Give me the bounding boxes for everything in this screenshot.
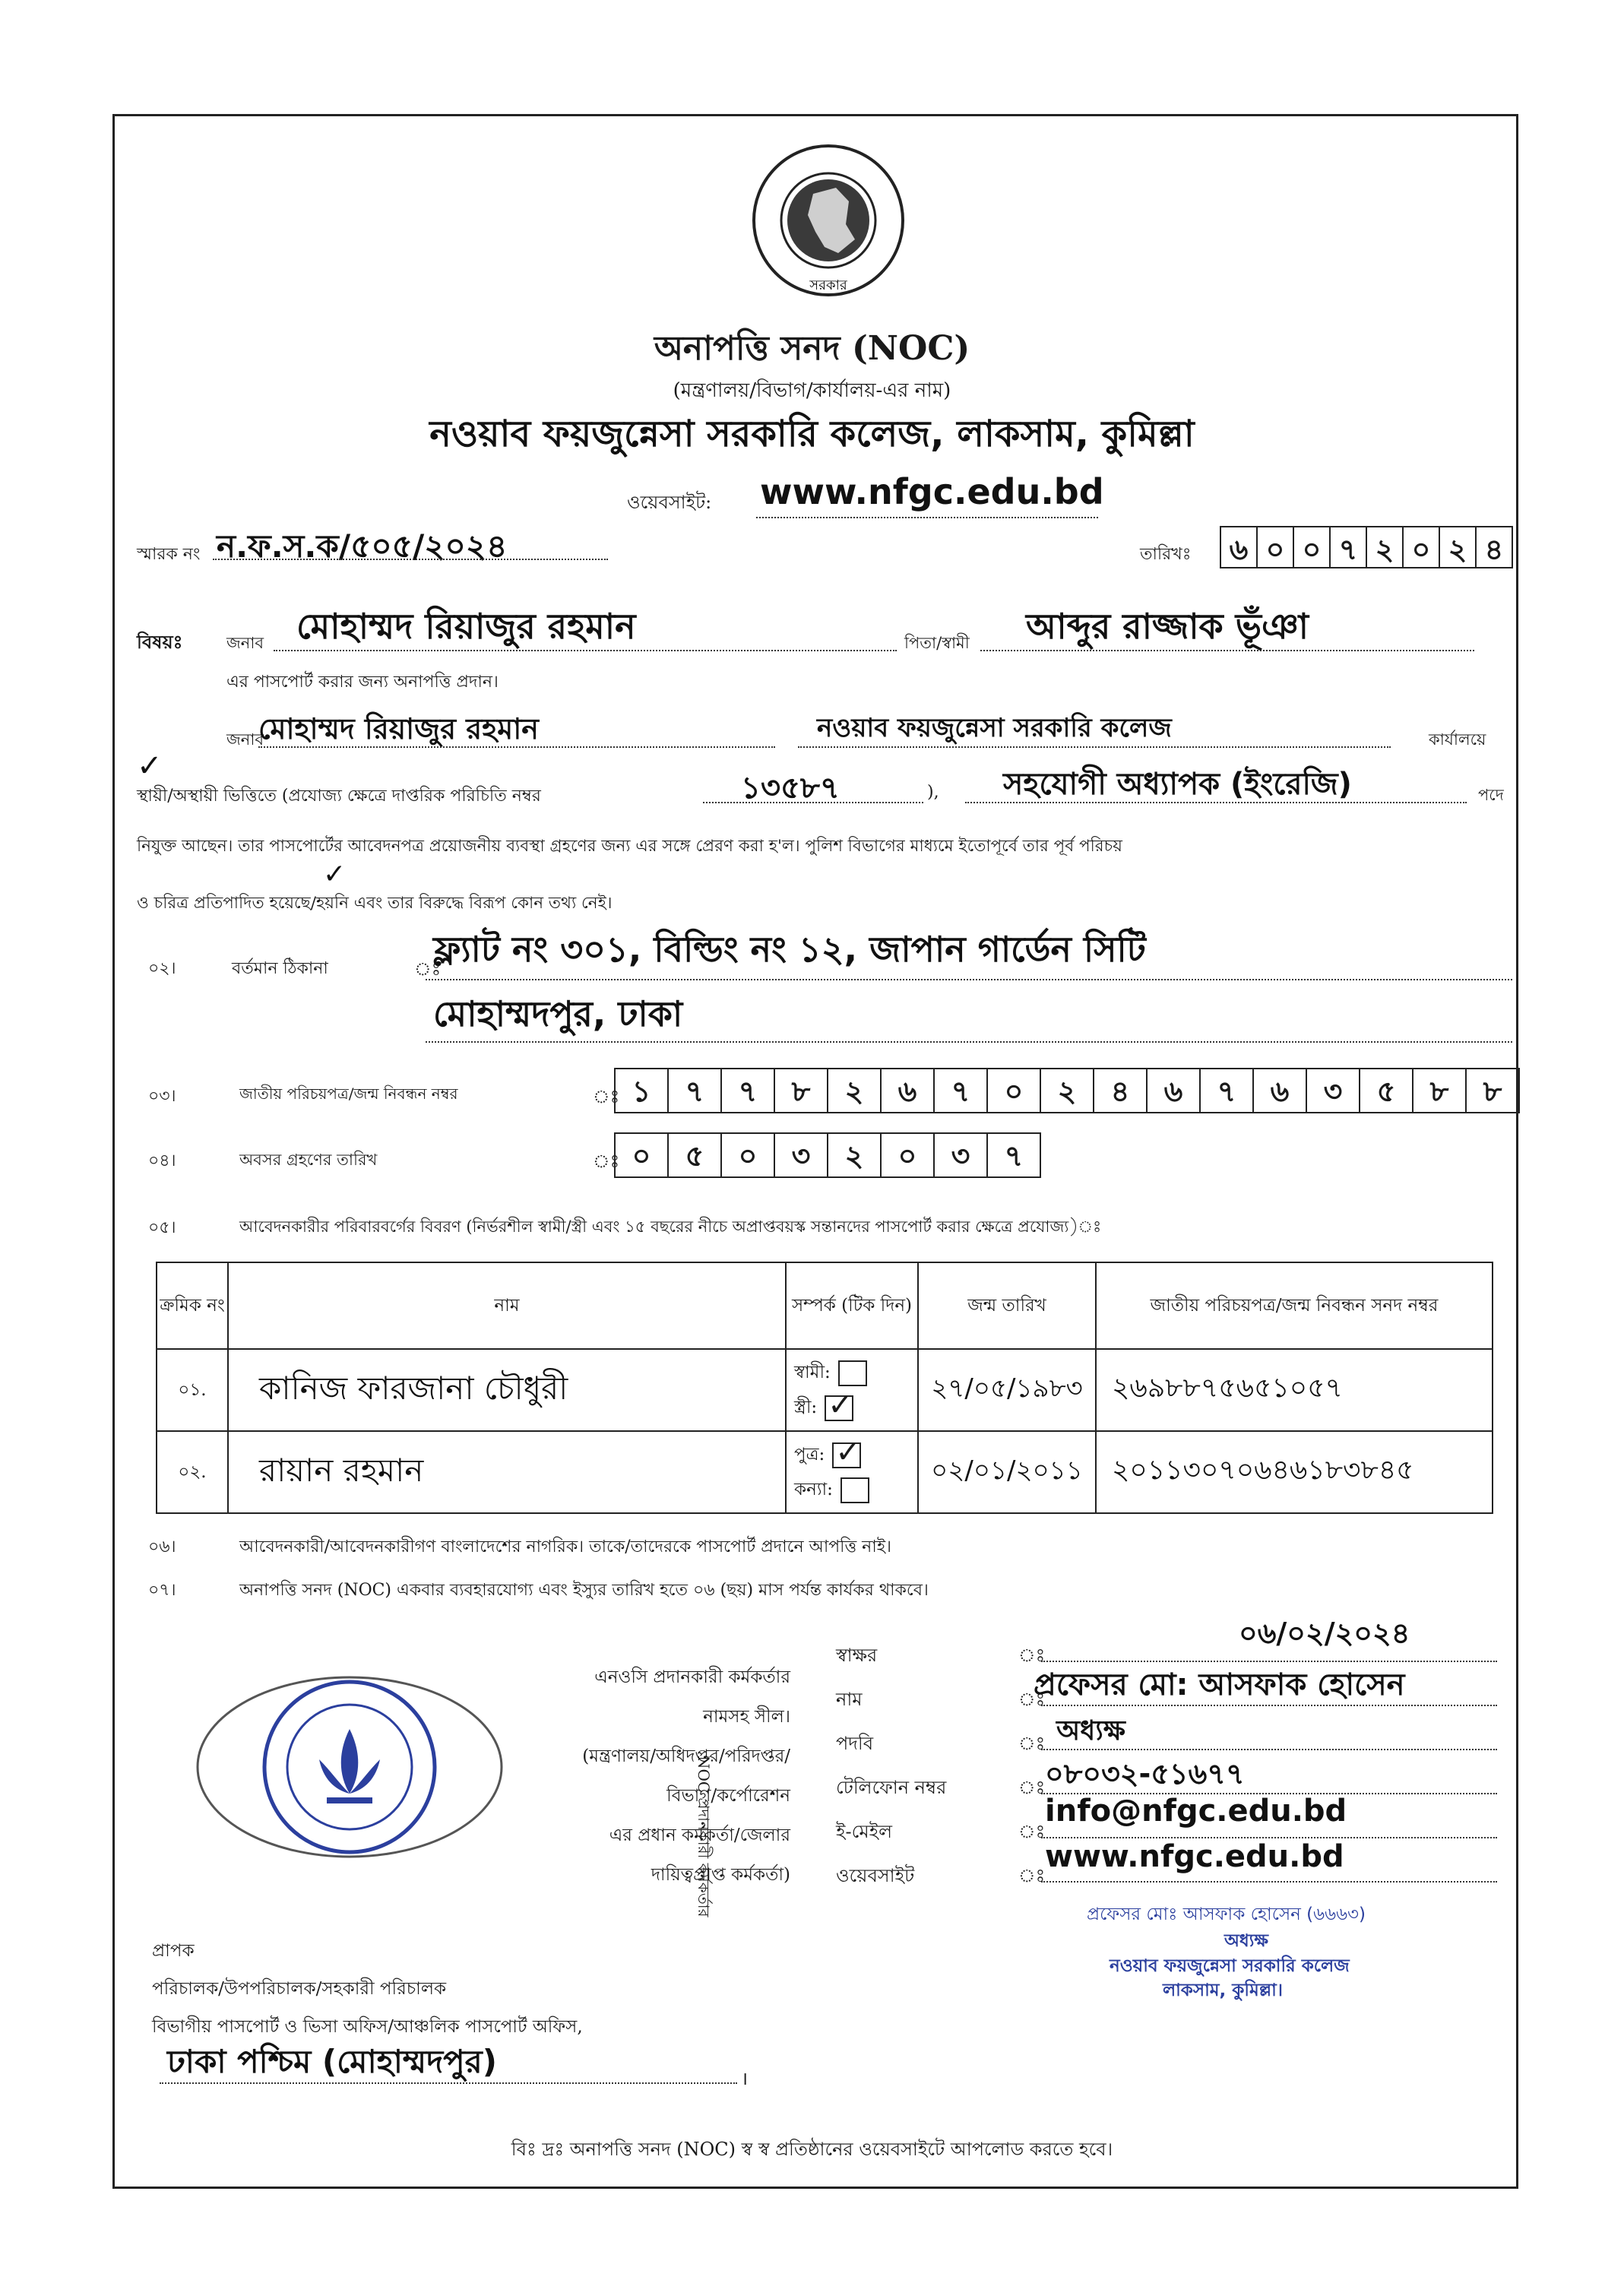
row-name: কানিজ ফারজানা চৌধুরী	[228, 1349, 786, 1431]
signature-label: স্বাক্ষর	[836, 1645, 878, 1666]
relation-husband-label: স্বামী:	[794, 1363, 831, 1382]
present-address-line2: মোহাম্মদপুর, ঢাকা	[433, 993, 683, 1034]
email-label: ই-মেইল	[836, 1821, 893, 1842]
item-03-colon: ঃ	[593, 1086, 620, 1107]
institution-name: নওয়াব ফয়জুন্নেসা সরকারি কলেজ, লাকসাম, কুমিল্লা	[429, 413, 1195, 455]
checkmark-icon: ✓	[835, 1435, 861, 1470]
officer-left-line4: বিভাগ/কর্পোরেশন	[666, 1786, 790, 1806]
item-05-label: আবেদনকারীর পরিবারবর্গের বিবরণ (নির্ভরশীল স্বামী/স্ত্রী এবং ১৫ বছরের নীচে অপ্রাপ্তবয়স্ক সন্তানদের পাসপোর্ট করার ক্ষেত্রে প্রযোজ্য)ঃ	[239, 1218, 1102, 1236]
row-dob: ০২/০১/২০১১	[918, 1431, 1096, 1513]
verified-tick-icon: ✓	[323, 859, 347, 890]
date-label: তারিখঃ	[1140, 545, 1192, 564]
permanency-text: স্থায়ী/অস্থায়ী ভিত্তিতে (প্রযোজ্য ক্ষেত্রে দাপ্তরিক পরিচিতি নম্বর	[137, 787, 541, 806]
son-checkbox[interactable]	[832, 1435, 861, 1470]
table-header-row	[157, 1262, 1493, 1349]
government-seal-icon	[749, 141, 908, 300]
item-05-number: ০৫।	[148, 1218, 176, 1237]
signature-date: ০৬/০২/২০২৪	[1239, 1617, 1410, 1650]
present-address-line1: ফ্ল্যাট নং ৩০১, বিল্ডিং নং ১২, জাপান গার্ডেন সিটি	[433, 929, 1146, 970]
row-dob: ২৭/০৫/১৯৮৩	[918, 1349, 1096, 1431]
designation-suffix: পদে	[1478, 786, 1504, 804]
row-serial: ০২.	[157, 1431, 228, 1513]
header-serial: ক্রমিক নং	[157, 1262, 228, 1349]
wife-checkbox[interactable]	[825, 1388, 853, 1423]
family-table	[156, 1262, 1493, 1514]
officer-left-line3: (মন্ত্রণালয়/অধিদপ্তর/পরিদপ্তর/	[582, 1746, 790, 1766]
officer-stamp-line1: প্রফেসর মোঃ আসফাক হোসেন (৬৬৬৩)	[1087, 1905, 1366, 1924]
item-04-colon: ঃ	[593, 1151, 620, 1172]
row-nid: ২৬৯৮৮৭৫৬৫১০৫৭	[1096, 1349, 1493, 1431]
officer-email: info@nfgc.edu.bd	[1045, 1794, 1347, 1829]
item-02-number: ০২।	[148, 959, 176, 978]
seal-bottom-text: সরকার	[809, 277, 847, 293]
item-04-number: ০৪।	[148, 1151, 176, 1170]
daughter-checkbox[interactable]	[840, 1477, 869, 1503]
designation-colon: ঃ	[1018, 1733, 1046, 1754]
husband-checkbox[interactable]	[838, 1360, 867, 1386]
item-03-number: ০৩।	[148, 1087, 176, 1106]
subject-applicant-name: মোহাম্মদ রিয়াজুর রহমান	[296, 606, 636, 647]
website-value: www.nfgc.edu.bd	[760, 471, 1104, 512]
document-title: অনাপত্তি সনদ (NOC)	[654, 329, 970, 368]
nid-number-boxes: ১ ৭ ৭ ৮ ২ ৬ ৭ ০ ২ ৪ ৬ ৭ ৬ ৩ ৫ ৮ ৮	[614, 1068, 1520, 1113]
body-office-name: নওয়াব ফয়জুন্নেসা সরকারি কলেজ	[817, 713, 1172, 743]
officer-designation: অধ্যক্ষ	[1056, 1715, 1125, 1746]
name-label: নাম	[836, 1689, 863, 1710]
telephone-label: টেলিফোন নম্বর	[836, 1777, 947, 1798]
row-serial: ০১.	[157, 1349, 228, 1431]
row-nid: ২০১১৩০৭০৬৪৬১৮৩৮৪৫	[1096, 1431, 1493, 1513]
officer-left-line5: এর প্রধান কর্মকর্তা/জেলার	[609, 1826, 790, 1845]
recipient-office: ঢাকা পশ্চিম (মোহাম্মদপুর)	[167, 2043, 497, 2080]
subject-line2: এর পাসপোর্ট করার জন্য অনাপত্তি প্রদান।	[226, 673, 499, 692]
item-04-label: অবসর গ্রহণের তারিখ	[239, 1151, 378, 1169]
email-colon: ঃ	[1018, 1821, 1046, 1842]
checkmark-icon: ✓	[828, 1388, 853, 1423]
name-colon: ঃ	[1018, 1689, 1046, 1710]
issue-date-boxes: ৬ ০ ০ ৭ ২ ০ ২ ৪	[1220, 526, 1513, 568]
footer-note: বিঃ দ্রঃ অনাপত্তি সনদ (NOC) স্ব স্ব প্রতিষ্ঠানের ওয়েবসাইটে আপলোড করতে হবে।	[511, 2139, 1113, 2160]
officer-vertical-label: NOC প্রদানকারী কর্মকর্তার	[695, 1756, 713, 1917]
officer-stamp-line4: লাকসাম, কুমিল্লা।	[1163, 1981, 1283, 2000]
header-name: নাম	[228, 1262, 786, 1349]
body-paragraph-1: নিযুক্ত আছেন। তার পাসপোর্টের আবেদনপত্র প্রয়োজনীয় ব্যবস্থা গ্রহণের জন্য এর সঙ্গে প্রেরণ করা হ'ল। পুলিশ বিভাগের মাধ্যমে ইতোপূর্বে তার পূর্ব পরিচয়	[137, 837, 1122, 856]
note-06-number: ০৬।	[148, 1537, 176, 1556]
officer-name: প্রফেসর মো: আসফাক হোসেন	[1034, 1667, 1405, 1702]
telephone-colon: ঃ	[1018, 1777, 1046, 1798]
office-suffix: কার্যালয়ে	[1429, 730, 1486, 749]
officer-left-line1: এনওসি প্রদানকারী কর্মকর্তার	[594, 1667, 790, 1687]
signature-colon: ঃ	[1018, 1645, 1046, 1666]
note-07-number: ০৭।	[148, 1581, 176, 1600]
item-03-label: জাতীয় পরিচয়পত্র/জন্ম নিবন্ধন নম্বর	[239, 1085, 458, 1103]
retirement-date-boxes: ০ ৫ ০ ৩ ২ ০ ৩ ৭	[614, 1132, 1041, 1178]
website-field-colon: ঃ	[1018, 1865, 1046, 1886]
table-row	[157, 1431, 1493, 1513]
relation-daughter-label: কন্যা:	[794, 1480, 833, 1499]
body-janab: জনাব	[226, 730, 264, 749]
row-relation	[786, 1431, 918, 1513]
row-name: রায়ান রহমান	[228, 1431, 786, 1513]
officer-website: www.nfgc.edu.bd	[1045, 1839, 1344, 1874]
recipient-line1: পরিচালক/উপপরিচালক/সহকারী পরিচালক	[152, 1979, 447, 1999]
ministry-subtitle: (মন্ত্রণালয়/বিভাগ/কার্যালয়-এর নাম)	[673, 379, 951, 402]
website-label: ওয়েবসাইট:	[627, 492, 712, 513]
item-02-colon: ঃ	[414, 958, 442, 980]
note-07-text: অনাপত্তি সনদ (NOC) একবার ব্যবহারযোগ্য এবং ইস্যুর তারিখ হতে ০৬ (ছয়) মাস পর্যন্ত কার্যকর থাকবে।	[239, 1581, 929, 1600]
header-dob: জন্ম তারিখ	[918, 1262, 1096, 1349]
permanent-tick-icon: ✓	[137, 749, 163, 784]
subject-janab: জনাব	[226, 634, 264, 652]
father-name: আব্দুর রাজ্জাক ভূঁঞা	[1026, 606, 1309, 647]
designation: সহযোগী অধ্যাপক (ইংরেজি)	[1003, 767, 1352, 802]
designation-label: পদবি	[836, 1733, 874, 1754]
header-relation: সম্পর্ক (টিক দিন)	[786, 1262, 918, 1349]
website-field-label: ওয়েবসাইট	[836, 1865, 915, 1886]
recipient-end-mark: ।	[741, 2068, 749, 2089]
memo-label: স্মারক নং	[137, 545, 201, 564]
body-paragraph-2: ও চরিত্র প্রতিপাদিত হয়েছে/হয়নি এবং তার বিরুদ্ধে বিরূপ কোন তথ্য নেই।	[137, 894, 613, 913]
body-applicant-name: মোহাম্মদ রিয়াজুর রহমান	[258, 712, 539, 746]
id-close-paren: ),	[927, 783, 939, 802]
table-row	[157, 1349, 1493, 1431]
item-02-label: বর্তমান ঠিকানা	[232, 959, 328, 978]
relation-son-label: পুত্র:	[794, 1445, 825, 1465]
officer-stamp-line2: অধ্যক্ষ	[1224, 1931, 1269, 1951]
officer-telephone: ০৮০৩২-৫১৬৭৭	[1045, 1757, 1245, 1791]
father-label: পিতা/স্বামী	[904, 634, 970, 652]
officer-stamp-line3: নওয়াব ফয়জুন্নেসা সরকারি কলেজ	[1110, 1956, 1350, 1976]
officer-left-line6: দায়িত্বপ্রাপ্ত কর্মকর্তা)	[651, 1865, 790, 1885]
recipient-line2: বিভাগীয় পাসপোর্ট ও ভিসা অফিস/আঞ্চলিক পাসপোর্ট অফিস,	[152, 2017, 583, 2037]
note-06-text: আবেদনকারী/আবেদনকারীগণ বাংলাদেশের নাগরিক। তাকে/তাদেরকে পাসপোর্ট প্রদানে আপত্তি নাই।	[239, 1537, 892, 1556]
row-relation	[786, 1349, 918, 1431]
memo-number: ন.ফ.স.ক/৫০৫/২০২৪	[217, 527, 508, 565]
official-id-number: ১৩৫৮৭	[741, 771, 840, 806]
subject-label: বিষয়ঃ	[137, 631, 183, 653]
header-nid: জাতীয় পরিচয়পত্র/জন্ম নিবন্ধন সনদ নম্বর	[1096, 1262, 1493, 1349]
officer-left-line2: নামসহ সীল।	[703, 1707, 790, 1727]
relation-wife-label: স্ত্রী:	[794, 1398, 818, 1417]
recipient-label: প্রাপক	[152, 1941, 195, 1961]
